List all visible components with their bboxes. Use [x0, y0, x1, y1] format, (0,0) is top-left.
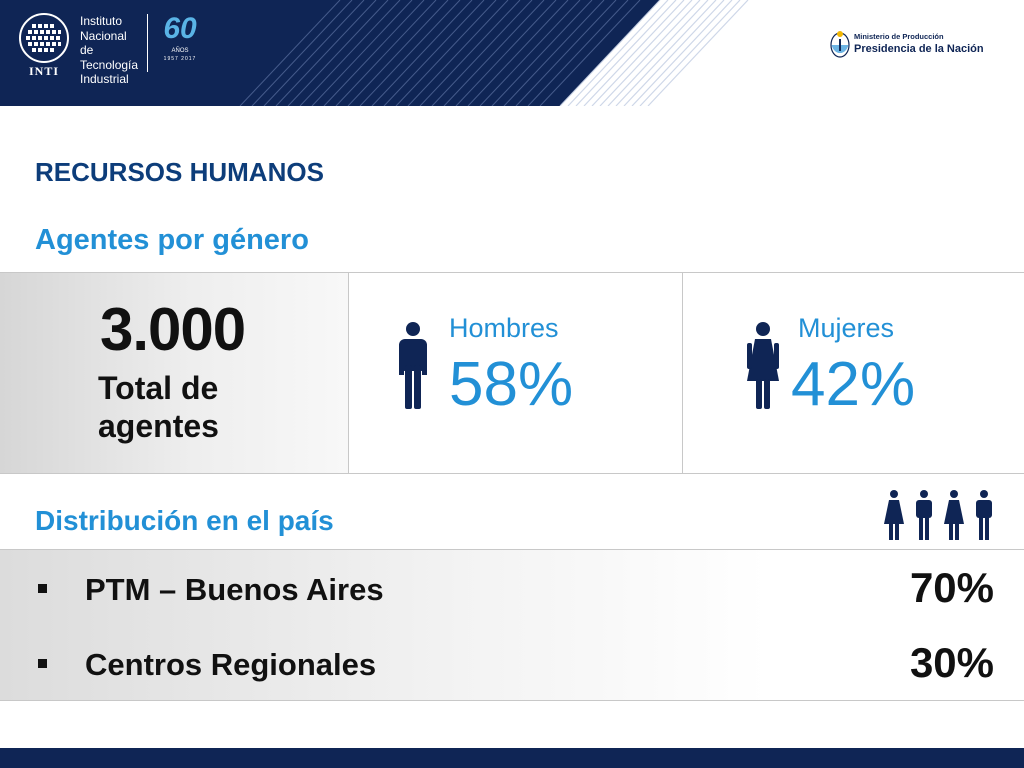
header-banner — [0, 0, 1024, 106]
distribution-row-label: Centros Regionales — [85, 647, 377, 682]
total-agents-value: 3.000 — [100, 296, 246, 363]
anniversary-logo — [160, 14, 200, 62]
anniversary-word: AÑOS — [171, 48, 189, 54]
inti-globe-logo — [18, 12, 70, 64]
men-label: Hombres — [449, 313, 559, 343]
ministry-line1: Ministerio de Producción — [854, 32, 944, 41]
gender-subtitle: Agentes por género — [35, 224, 309, 256]
total-agents-cell — [0, 273, 349, 473]
distribution-row-value: 70% — [909, 564, 994, 611]
gender-summary-row — [0, 272, 1024, 474]
argentina-shield-icon — [830, 30, 850, 58]
anniversary-years: 1957 2017 — [163, 56, 197, 62]
section-title: RECURSOS HUMANOS — [35, 157, 324, 187]
institute-name: Instituto Nacional de Tecnología Industrial — [80, 14, 139, 86]
woman-icon — [745, 321, 781, 411]
bullet-marker — [38, 584, 47, 593]
distribution-row-label: PTM – Buenos Aires — [85, 572, 384, 607]
distribution-title: Distribución en el país — [35, 505, 334, 536]
distribution-row-regional — [0, 625, 1024, 701]
header-divider — [147, 14, 148, 72]
distribution-row-ptm — [0, 549, 1024, 626]
footer-bar — [0, 748, 1024, 768]
distribution-row-value: 30% — [909, 639, 994, 686]
men-cell — [349, 273, 683, 473]
anniversary-number: 60 — [163, 12, 197, 45]
man-icon — [395, 321, 431, 411]
total-agents-label: Total de agentes — [98, 370, 219, 444]
women-label: Mujeres — [798, 313, 895, 343]
bullet-marker — [38, 659, 47, 668]
ministry-line2: Presidencia de la Nación — [854, 43, 984, 55]
men-percent: 58% — [449, 350, 574, 419]
women-percent: 42% — [791, 350, 916, 419]
people-group-icon — [880, 490, 995, 540]
women-cell — [683, 273, 1024, 473]
inti-acronym: INTI — [28, 64, 59, 78]
